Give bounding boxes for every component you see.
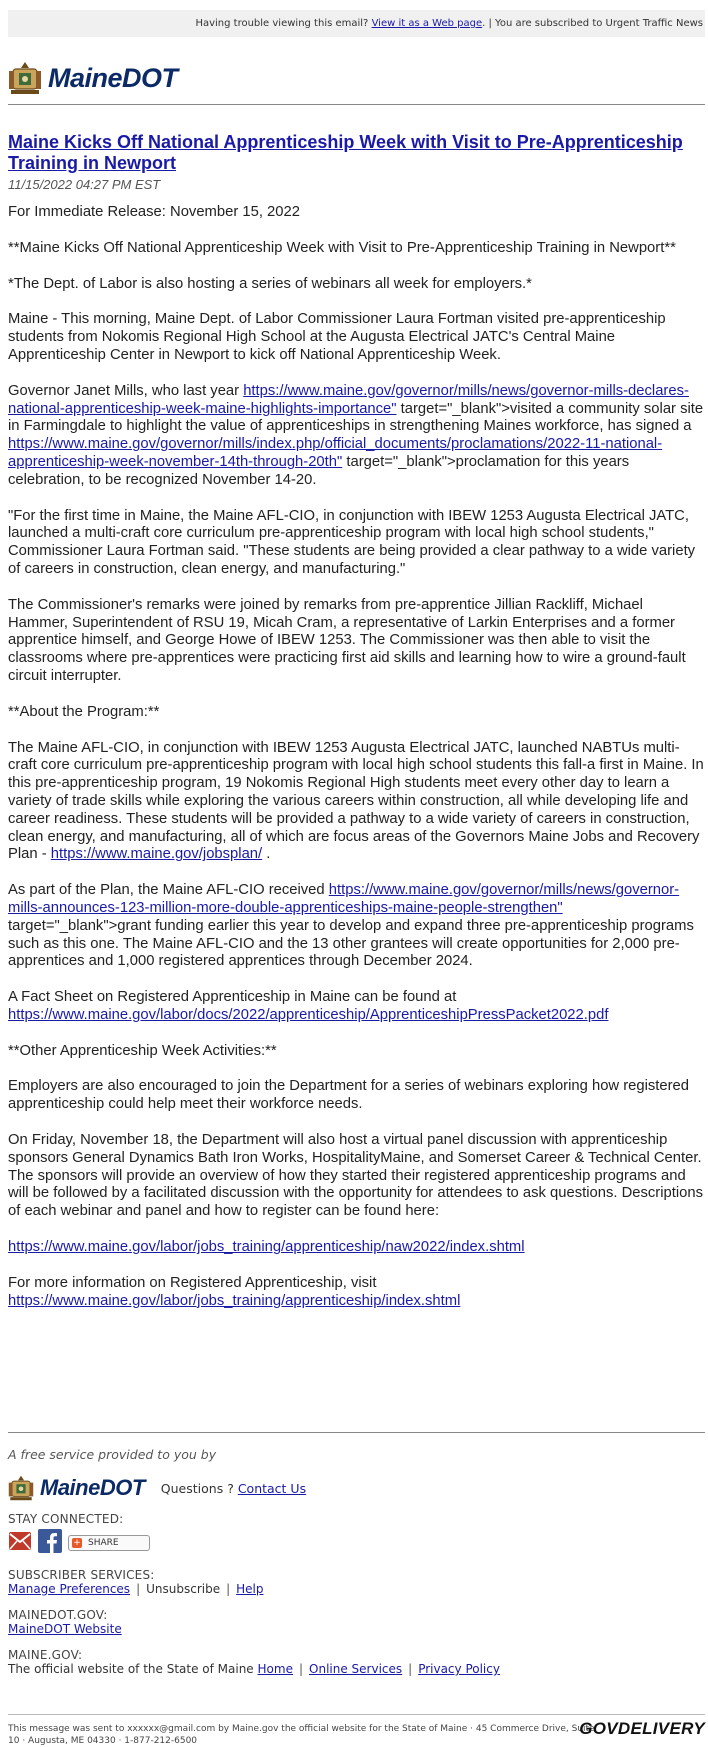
other-activities-heading: **Other Apprenticeship Week Activities:** — [8, 1042, 277, 1059]
mainedot-gov-label: MAINEDOT.GOV: — [8, 1608, 108, 1622]
grant-announcement-link[interactable]: https://www.maine.gov/governor/mills/news/governor-mills-announces-123-million-more-double-apprenticeships-maine-people-strengthen" — [8, 882, 680, 916]
maine-gov-section — [8, 1648, 705, 1676]
governor-text-c: target="_blank">proclamation for this years celebration, to be recognized November 14-20. — [8, 453, 630, 488]
quote-paragraph: "For the first time in Maine, the Maine AFL-CIO, in conjunction with IBEW 1253 Augusta Electrical JATC, launched a multi-craft core curriculum pre-apprenticeship program with local high school students," Commissioner Laura Fortman said. "These students are being provided a clear pathway to a wide variety of careers in construction, clean energy, and manufacturing." — [8, 507, 696, 577]
mainedot-gov-section — [8, 1608, 705, 1636]
program-text-end: . — [262, 846, 271, 863]
program-paragraph — [8, 740, 706, 865]
naw2022-paragraph — [8, 1239, 706, 1257]
manage-preferences-link[interactable]: Manage Preferences — [8, 1582, 131, 1596]
footer-logo-row — [8, 1474, 705, 1502]
share-button[interactable] — [68, 1535, 150, 1551]
top-notice-bar — [8, 10, 705, 37]
stay-connected-label: STAY CONNECTED: — [8, 1512, 124, 1526]
maine-seal-icon — [8, 1474, 34, 1502]
plus-icon: + — [73, 1537, 81, 1548]
share-label: SHARE — [88, 1537, 119, 1548]
facebook-icon[interactable] — [38, 1529, 62, 1556]
article-body — [8, 204, 706, 1310]
governor-declares-link[interactable]: https://www.maine.gov/governor/mills/news/governor-mills-declares-national-apprenticeship-week-maine-highlights-importance" — [8, 382, 689, 417]
article-title[interactable]: Maine Kicks Off National Apprenticeship Week with Visit to Pre-Apprenticeship Training in Newport — [8, 132, 683, 173]
more-info-paragraph — [8, 1275, 706, 1311]
sent-to-text: This message was sent to xxxxxx@gmail.com by Maine.gov the official website for the State of Maine · 45 Commerce Drive, Suite 10 · Augusta, ME 04330 · 1-877-212-6500 — [8, 1724, 595, 1746]
email-icon[interactable] — [8, 1529, 32, 1556]
governor-text-b: target="_blank">visited a community solar site in Farmingdale to highlight the value of apprenticeships in strengthening Maines workforce, has signed a — [8, 400, 704, 435]
official-website-text: The official website of the State of Maine — [8, 1662, 254, 1676]
plan-paragraph — [8, 882, 706, 971]
release-line: For Immediate Release: November 15, 2022 — [8, 204, 300, 220]
webinars-paragraph: Employers are also encouraged to join the Department for a series of webinars exploring how registered apprenticeship could help meet their workforce needs. — [8, 1078, 690, 1113]
maine-gov-links: The official website of the State of Maine Home | Online Services | Privacy Policy — [8, 1662, 500, 1676]
footer — [8, 1447, 705, 1676]
apprenticeship-index-link[interactable]: https://www.maine.gov/labor/jobs_training/apprenticeship/index.shtml — [8, 1292, 461, 1309]
footer-divider — [8, 1432, 705, 1433]
contact-us-link[interactable]: Contact Us — [237, 1480, 307, 1496]
intro-paragraph: Maine - This morning, Maine Dept. of Labor Commissioner Laura Fortman visited pre-apprenticeship students from Nokomis Regional High School at the Augusta Electrical JATC's Central Maine Apprenticeship Center in Newport to kick off National Apprenticeship Week. — [8, 311, 666, 363]
help-link[interactable]: Help — [236, 1582, 264, 1596]
privacy-policy-link[interactable]: Privacy Policy — [418, 1662, 500, 1676]
article-date: 11/15/2022 04:27 PM EST — [8, 177, 161, 192]
subscribed-text: . | You are subscribed to Urgent Traffic News — [482, 18, 703, 29]
jobsplan-link[interactable]: https://www.maine.gov/jobsplan/ — [50, 846, 263, 863]
unsubscribe-text[interactable]: Unsubscribe — [146, 1582, 221, 1596]
social-row — [8, 1529, 705, 1556]
remarks-paragraph: The Commissioner's remarks were joined by remarks from pre-apprentice Jillian Rackliff, Michael Hammer, Superintendent of RSU 19, Micah Cram, a representative of Larkin Enterprises and a former apprentice himself, and George Howe of IBEW 1253. The Commissioner was then able to visit the classrooms where pre-apprentices were practicing first aid skills and learning how to wire a ground-fault circuit interrupter. — [8, 596, 686, 684]
trouble-text: Having trouble viewing this email? — [195, 18, 369, 29]
bottom-notice — [8, 1719, 705, 1747]
governor-text-a: Governor Janet Mills, who last year — [8, 382, 244, 399]
free-service-text: A free service provided to you by — [8, 1447, 217, 1462]
maine-gov-label: MAINE.GOV: — [8, 1648, 83, 1662]
program-text: The Maine AFL-CIO, in conjunction with IBEW 1253 Augusta Electrical JATC, launched NABTUs multi-craft core curriculum pre-apprenticeship program with local high school students this fall-a first in Maine. In this pre-apprenticeship program, 19 Nokomis Regional High students meet every other day to learn a variety of trade skills while exploring the various careers within construction, all while developing life and career readiness. These students will be provided a pathway to a wide variety of careers in construction, clean energy, and manufacturing, all of which are focus areas of the Governors Maine Jobs and Recovery Plan - — [8, 739, 704, 863]
questions-row — [161, 1481, 306, 1496]
subscriber-links: Manage Preferences | Unsubscribe | Help — [8, 1582, 264, 1596]
subscriber-services-label: SUBSCRIBER SERVICES: — [8, 1568, 155, 1582]
home-link[interactable]: Home — [257, 1662, 293, 1676]
subhead-paragraph: *The Dept. of Labor is also hosting a series of webinars all week for employers.* — [8, 275, 532, 292]
plan-text-b: target="_blank">grant funding earlier this year to develop and expand three pre-apprenticeship programs such as this one. The Maine AFL-CIO and the 13 other grantees will create opportunities for 2,000 pre-apprentices and 1,000 registered apprentices through December 2024. — [8, 917, 694, 970]
about-program-heading: **About the Program:** — [8, 703, 160, 720]
fact-sheet-link[interactable]: https://www.maine.gov/labor/docs/2022/apprenticeship/ApprenticeshipPressPacket2022.pdf — [8, 1006, 609, 1023]
naw2022-link[interactable]: https://www.maine.gov/labor/jobs_training/apprenticeship/naw2022/index.shtml — [8, 1239, 525, 1256]
fact-sheet-paragraph — [8, 989, 706, 1025]
header-divider — [8, 104, 705, 105]
panel-paragraph: On Friday, November 18, the Department will also host a virtual panel discussion with apprenticeship sponsors General Dynamics Bath Iron Works, HospitalityMaine, and Somerset Career & Technical Center. The sponsors will provide an overview of how they started their registered apprenticeship programs and will be followed by a facilitated discussion with the opportunity for attendees to ask questions. Descriptions of each webinar and panel and how to register can be found here: — [8, 1132, 704, 1220]
footer-mainedot-logo-text: MaineDOT — [40, 1475, 145, 1500]
governor-paragraph — [8, 383, 706, 490]
subscriber-services-section — [8, 1568, 705, 1596]
maine-seal-icon — [8, 60, 42, 96]
more-info-text: For more information on Registered Apprenticeship, visit — [8, 1274, 377, 1291]
header-logo — [8, 58, 178, 98]
govdelivery-logo — [579, 1719, 705, 1738]
view-web-page-link[interactable]: View it as a Web page — [371, 18, 483, 29]
bottom-divider — [8, 1714, 705, 1715]
govdelivery-text: GOVDELIVERY — [579, 1719, 705, 1738]
headline-paragraph: **Maine Kicks Off National Apprenticeship Week with Visit to Pre-Apprenticeship Training in Newport** — [8, 239, 676, 256]
article — [8, 132, 706, 1328]
plan-text-a: As part of the Plan, the Maine AFL-CIO received — [8, 882, 329, 899]
online-services-link[interactable]: Online Services — [309, 1662, 403, 1676]
questions-text: Questions ? — [160, 1480, 234, 1496]
fact-sheet-text: A Fact Sheet on Registered Apprenticeship in Maine can be found at — [8, 989, 457, 1006]
mainedot-logo-text: MaineDOT — [48, 62, 178, 93]
mainedot-website-link[interactable]: MaineDOT Website — [8, 1622, 122, 1636]
proclamation-link[interactable]: https://www.maine.gov/governor/mills/index.php/official_documents/proclamations/2022-11-national-apprenticeship-week-november-14th-through-20th" — [8, 436, 663, 470]
stay-connected-section — [8, 1512, 705, 1556]
